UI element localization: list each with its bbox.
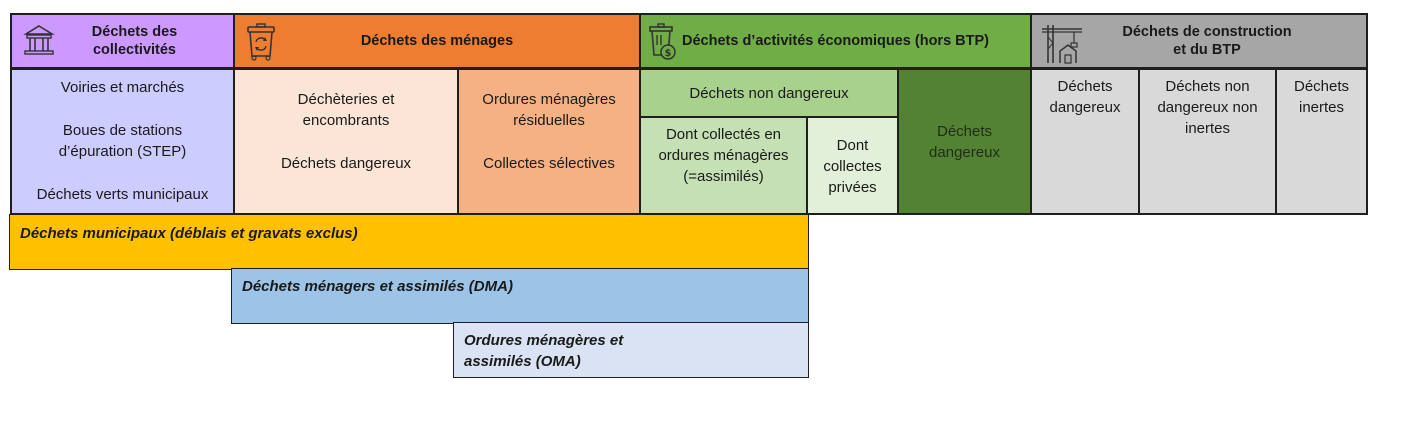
btp-inertes-line1: Déchets xyxy=(1293,78,1350,95)
collectivites-item-verts: Déchets verts municipaux xyxy=(36,186,209,203)
header-collectivites-line1: Déchets des xyxy=(91,24,178,40)
eco-privees-line3: privées xyxy=(828,179,877,196)
btp-inertes-line2: inertes xyxy=(1298,99,1345,116)
eco-assimiles-cell xyxy=(639,116,808,215)
btp-inertes-cell xyxy=(1275,68,1368,215)
header-collectivites-line2: collectivités xyxy=(92,42,176,58)
collectivites-item-boues-line2: d’épuration (STEP) xyxy=(58,143,187,160)
menages-dangereux: Déchets dangereux xyxy=(280,155,412,172)
eco-dangereux-line2: dangereux xyxy=(929,143,1000,161)
svg-text:$: $ xyxy=(664,48,672,59)
recycling-bin-icon xyxy=(243,23,279,66)
band-dma xyxy=(231,268,809,324)
menages-decheteries-cell xyxy=(233,68,459,215)
btp-dangereux-cell xyxy=(1030,68,1140,215)
money-bin-icon xyxy=(647,23,677,66)
btp-non-dangereux-line1: Déchets non xyxy=(1165,78,1250,95)
town-hall-icon xyxy=(22,24,56,63)
eco-privees-cell xyxy=(806,116,899,215)
header-collectivites xyxy=(10,13,235,69)
collectivites-item-boues-line1: Boues de stations xyxy=(62,122,183,139)
band-dechets-municipaux xyxy=(9,214,809,270)
eco-non-dangereux-cell xyxy=(639,68,899,118)
eco-non-dangereux-label: Déchets non dangereux xyxy=(689,84,849,102)
menages-decheteries-line2: encombrants xyxy=(302,112,390,129)
menages-ordures-line1: Ordures ménagères xyxy=(482,91,616,108)
band-dma-label: Déchets ménagers et assimilés (DMA) xyxy=(242,278,513,295)
btp-dangereux-line2: dangereux xyxy=(1049,99,1121,116)
header-btp-line1: Déchets de construction xyxy=(1122,24,1292,40)
eco-privees-line1: Dont xyxy=(836,137,869,154)
btp-non-dangereux-cell xyxy=(1138,68,1277,215)
eco-assimiles-line3: (=assimilés) xyxy=(683,168,764,185)
construction-crane-icon xyxy=(1040,21,1084,70)
eco-dangereux-line1: Déchets xyxy=(936,122,993,140)
band-oma-line1: Ordures ménagères et xyxy=(464,332,624,349)
btp-dangereux-line1: Déchets xyxy=(1057,78,1113,95)
header-economiques-label: Déchets d’activités économiques (hors BTP) xyxy=(682,33,989,49)
eco-privees-line2: collectes xyxy=(823,158,882,175)
collectivites-cell xyxy=(10,68,235,215)
menages-decheteries-line1: Déchèteries et xyxy=(297,91,395,108)
eco-assimiles-line1: Dont collectés en xyxy=(665,126,782,143)
btp-non-dangereux-line2: dangereux non xyxy=(1157,99,1258,116)
collectivites-item-voiries: Voiries et marchés xyxy=(60,79,185,96)
band-dechets-municipaux-label: Déchets municipaux (déblais et gravats exclus) xyxy=(20,225,358,242)
eco-dangereux-cell xyxy=(897,68,1032,215)
btp-non-dangereux-line3: inertes xyxy=(1184,120,1231,137)
header-btp xyxy=(1030,13,1368,69)
eco-assimiles-line2: ordures ménagères xyxy=(658,147,789,164)
menages-collectes-selectives: Collectes sélectives xyxy=(483,155,615,172)
menages-ordures-cell xyxy=(457,68,641,215)
header-economiques xyxy=(639,13,1032,69)
header-menages-label: Déchets des ménages xyxy=(360,33,514,49)
band-oma-line2: assimilés (OMA) xyxy=(464,353,581,370)
header-btp-line2: et du BTP xyxy=(1173,42,1241,58)
header-menages xyxy=(233,13,641,69)
menages-ordures-line2: résiduelles xyxy=(513,112,585,129)
band-oma xyxy=(453,322,809,378)
